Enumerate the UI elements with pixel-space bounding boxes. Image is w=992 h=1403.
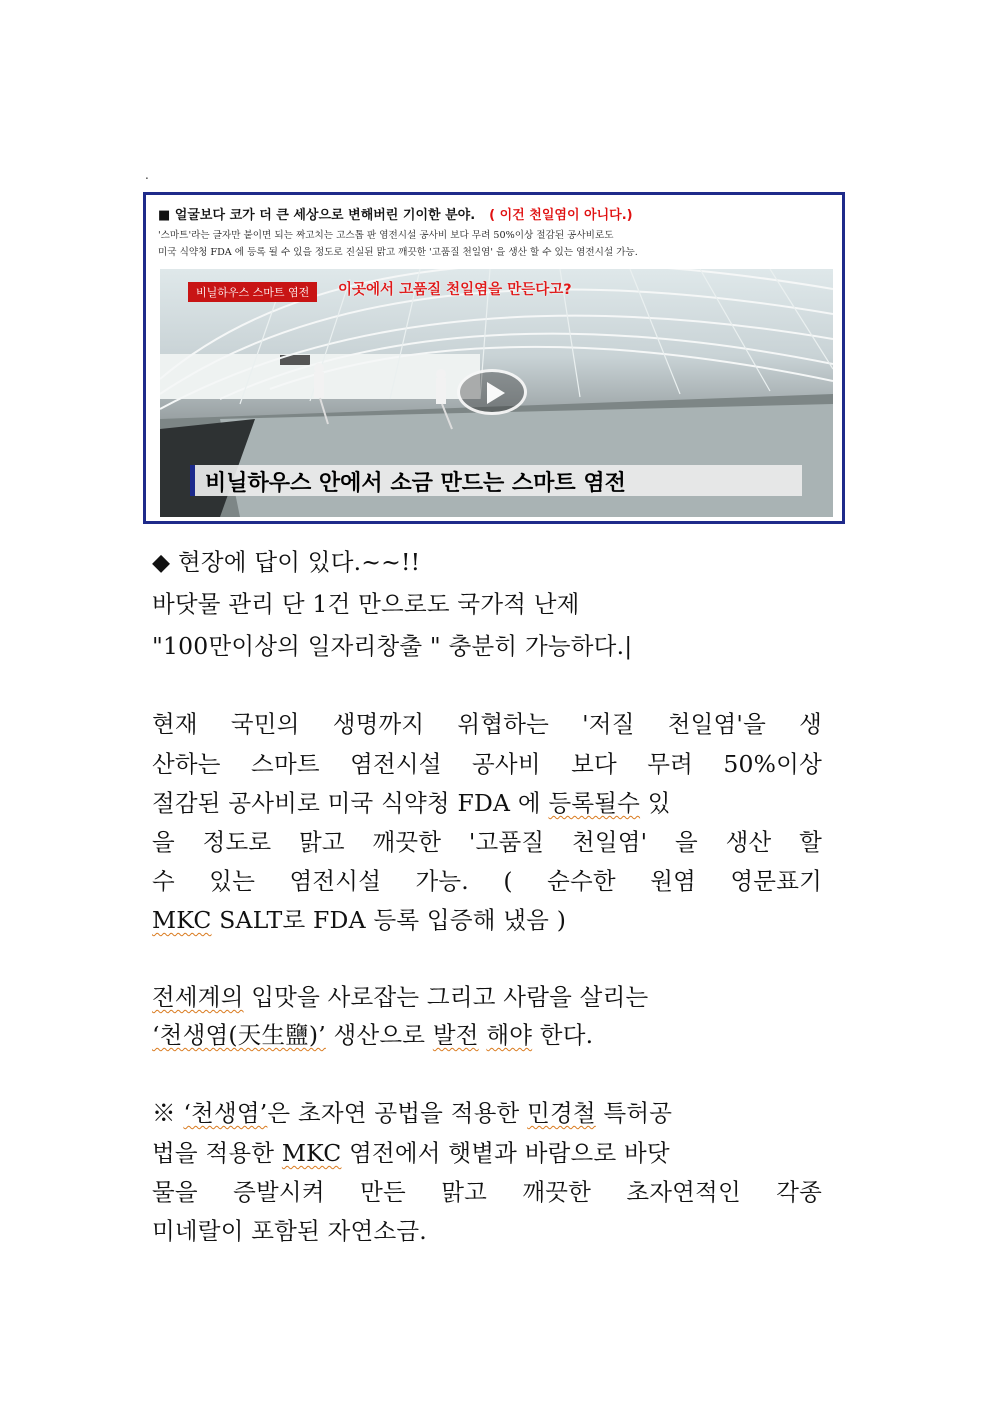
video-headline: 이곳에서 고품질 천일염을 만든다고? — [338, 282, 572, 298]
body-line-13 — [152, 1134, 670, 1168]
page-marker: . — [145, 168, 149, 182]
body-line-9 — [152, 901, 566, 935]
text-run: 등록될수 — [548, 789, 641, 817]
card-title — [158, 204, 633, 223]
news-card — [143, 192, 845, 524]
text-run: SALT로 FDA 등록 입증해 냈음 ) — [211, 906, 567, 934]
card-line-2: 미국 식약청 FDA 에 등록 될 수 있을 정도로 진실된 맑고 깨끗한 '고품질 천일염' 을 생산 할 수 있는 염전시설 가능. — [158, 247, 638, 258]
text-run: 생산으로 — [325, 1021, 433, 1049]
body-line-6 — [152, 784, 671, 818]
text-run: ‘천생염’ — [183, 1099, 268, 1127]
body-line-10 — [152, 978, 822, 1012]
text-run: 염전에서 햇볕과 바람으로 바닷 — [341, 1139, 670, 1167]
play-icon[interactable] — [457, 369, 527, 415]
body-line-5: 산하는 스마트 염전시설 공사비 보다 무려 50%이상 — [152, 750, 822, 778]
video-caption-text: 비닐하우스 안에서 소금 만드는 스마트 염전 — [205, 471, 626, 496]
body-line-2: 바닷물 관리 단 1건 만으로도 국가적 난제 — [152, 590, 580, 618]
card-line-1: '스마트'라는 글자만 붙이면 되는 짜고치는 고스톱 판 염전시설 공사비 보다 무려 50%이상 절감된 공사비로도 — [158, 230, 614, 241]
body-line-8: 수 있는 염전시설 가능. ( 순수한 원염 영문표기 — [152, 867, 822, 895]
text-run: MKC — [281, 1139, 342, 1167]
text-run: MKC — [152, 906, 212, 934]
text-run: 특허공 — [595, 1099, 673, 1127]
video-tag: 비닐하우스 스마트 염전 — [188, 282, 317, 302]
text-run: 입맛을 사로잡는 그리고 사람을 살리는 — [243, 983, 649, 1011]
body-line-4: 현재 국민의 생명까지 위협하는 '저질 천일염'을 생 — [152, 710, 822, 738]
body-line-7: 을 정도로 맑고 깨끗한 '고품질 천일염' 을 생산 할 — [152, 828, 822, 856]
text-run: 한다. — [532, 1021, 594, 1049]
text-run: 법을 적용한 — [152, 1139, 282, 1167]
text-run: 있 — [640, 789, 671, 817]
body-line-3: "100만이상의 일자리창출 " 충분히 가능하다.| — [152, 632, 633, 660]
text-run: 전세계의 — [152, 983, 244, 1011]
body-line-15: 미네랄이 포함된 자연소금. — [152, 1217, 427, 1245]
text-run: 은 초자연 공법을 적용한 — [267, 1099, 528, 1127]
text-run: ‘천생염(天生鹽)’ — [152, 1021, 326, 1049]
text-run: 민경철 — [527, 1099, 596, 1127]
card-title-text: ■ 얼굴보다 코가 더 큰 세상으로 변해버린 기이한 분야. — [158, 208, 476, 223]
body-line-11 — [152, 1016, 593, 1050]
card-title-note: ( 이건 천일염이 아니다.) — [489, 208, 633, 223]
text-run: 절감된 공사비로 미국 식약청 FDA 에 — [152, 789, 549, 817]
video-caption — [190, 465, 802, 496]
text-run: 발전 — [432, 1021, 479, 1049]
video-thumbnail[interactable] — [160, 269, 833, 517]
body-line-1: ◆ 현장에 답이 있다.~~!! — [152, 548, 421, 576]
text-run: 해야 — [486, 1021, 533, 1049]
text-run: ※ — [152, 1099, 184, 1127]
body-line-12 — [152, 1094, 672, 1128]
body-line-14: 물을 증발시켜 만든 맑고 깨끗한 초자연적인 각종 — [152, 1178, 822, 1206]
